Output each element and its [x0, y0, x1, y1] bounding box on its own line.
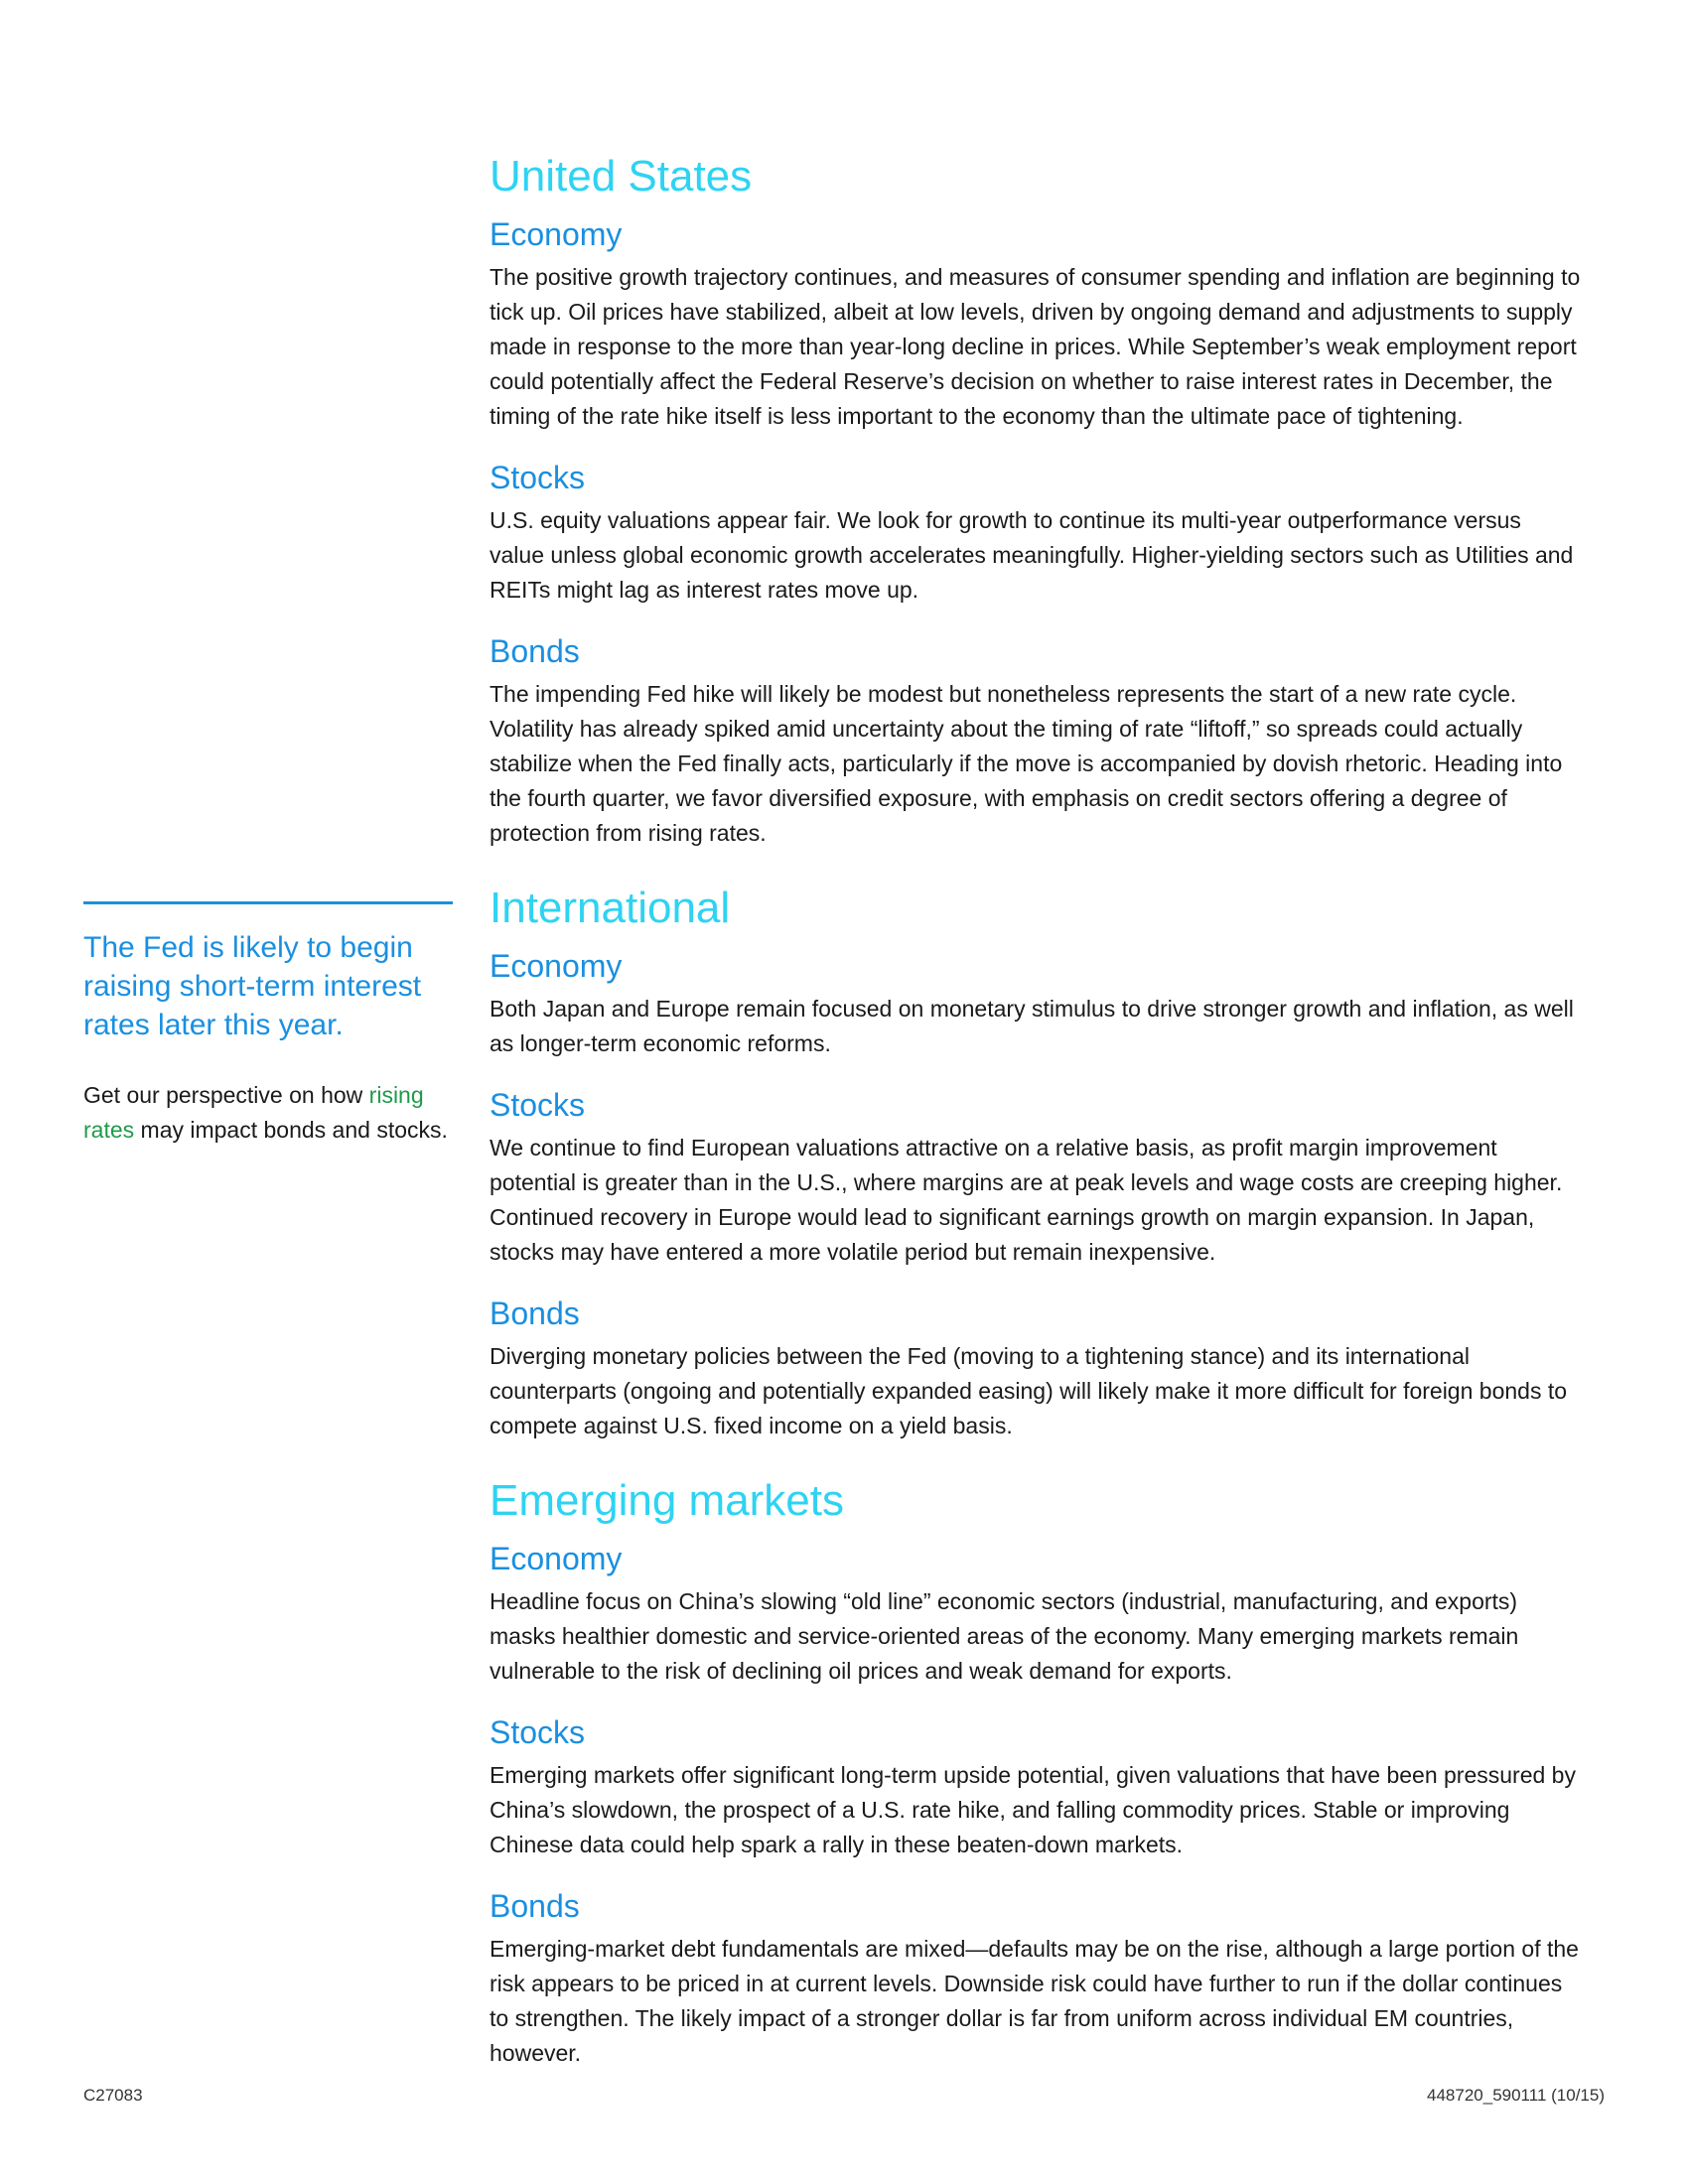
subsection-heading-bonds: Bonds	[490, 1296, 580, 1331]
section-title: International	[490, 884, 731, 932]
paragraph: We continue to find European valuations attractive on a relative basis, as profit margin improvement potential is greater than in the U.S., where margins are at peak levels and wage costs are creeping higher. Continued recovery in Europe would lead to significant earnings growth on margin expansion. In Japan, stocks may have entered a more volatile period but remain inexpensive.	[490, 1135, 1563, 1265]
sidebar-text-after: may impact bonds and stocks.	[134, 1117, 448, 1143]
paragraph: Emerging markets offer significant long-term upside potential, given valuations that have been pressured by China’s slowdown, the prospect of a U.S. rate hike, and falling commodity prices. Stable or improving Chinese data could help spark a rally in these beaten-down markets.	[490, 1762, 1576, 1857]
sidebar-text-before: Get our perspective on how	[83, 1082, 369, 1108]
section-emerging-markets	[490, 1473, 1582, 2071]
section-title: United States	[490, 152, 753, 201]
main-content	[490, 149, 1582, 2101]
subsection-heading-stocks: Stocks	[490, 460, 586, 495]
subsection-heading-bonds: Bonds	[490, 633, 580, 669]
subsection-heading-economy: Economy	[490, 216, 623, 252]
rising-rates-link[interactable]: rising rates	[83, 1082, 424, 1143]
sidebar	[83, 901, 457, 1148]
section-international	[490, 881, 1582, 1443]
paragraph: Diverging monetary policies between the Fed (moving to a tightening stance) and its international counterparts (ongoing and potentially expanded easing) will likely make it more difficult for foreign bonds to compete against U.S. fixed income on a yield basis.	[490, 1343, 1568, 1438]
paragraph: U.S. equity valuations appear fair. We look for growth to continue its multi-year outperformance versus value unless global economic growth accelerates meaningfully. Higher-yielding sectors such as Utilities and REITs might lag as interest rates move up.	[490, 507, 1574, 603]
subsection-heading-bonds: Bonds	[490, 1888, 580, 1924]
subsection-heading-stocks: Stocks	[490, 1087, 586, 1123]
paragraph: The impending Fed hike will likely be modest but nonetheless represents the start of a new rate cycle. Volatility has already spiked amid uncertainty about the timing of rate “liftoff,” so spreads could actually stabilize when the Fed finally acts, particularly if the move is accompanied by dovish rhetoric. Heading into the fourth quarter, we favor diversified exposure, with emphasis on credit sectors offering a degree of protection from rising rates.	[490, 681, 1563, 846]
paragraph: Headline focus on China’s slowing “old line” economic sectors (industrial, manufacturing, and exports) masks healthier domestic and service-oriented areas of the economy. Many emerging markets remain vulnerable to the risk of declining oil prices and weak demand for exports.	[490, 1588, 1519, 1684]
sidebar-text	[83, 1078, 457, 1148]
section-united-states	[490, 149, 1582, 851]
paragraph: Emerging-market debt fundamentals are mixed—defaults may be on the rise, although a large portion of the risk appears to be priced in at current levels. Downside risk could have further to run if the dollar continues to strengthen. The likely impact of a stronger dollar is far from uniform across individual EM countries, however.	[490, 1936, 1579, 2066]
paragraph: Both Japan and Europe remain focused on monetary stimulus to drive stronger growth and inflation, as well as longer-term economic reforms.	[490, 996, 1574, 1056]
sidebar-callout: The Fed is likely to begin raising short-term interest rates later this year.	[83, 931, 422, 1041]
sidebar-divider	[83, 901, 453, 904]
subsection-heading-economy: Economy	[490, 1541, 623, 1576]
subsection-heading-stocks: Stocks	[490, 1714, 586, 1750]
paragraph: The positive growth trajectory continues, and measures of consumer spending and inflation are beginning to tick up. Oil prices have stabilized, albeit at low levels, driven by ongoing demand and adjustments to supply made in response to the more than year-long decline in prices. While September’s weak employment report could potentially affect the Federal Reserve’s decision on whether to raise interest rates in December, the timing of the rate hike itself is less important to the economy than the ultimate pace of tightening.	[490, 264, 1581, 429]
footer-code-right: 448720_590111 (10/15)	[1427, 2086, 1605, 2105]
footer-code-left: C27083	[83, 2086, 143, 2105]
section-title: Emerging markets	[490, 1476, 845, 1525]
subsection-heading-economy: Economy	[490, 948, 623, 984]
